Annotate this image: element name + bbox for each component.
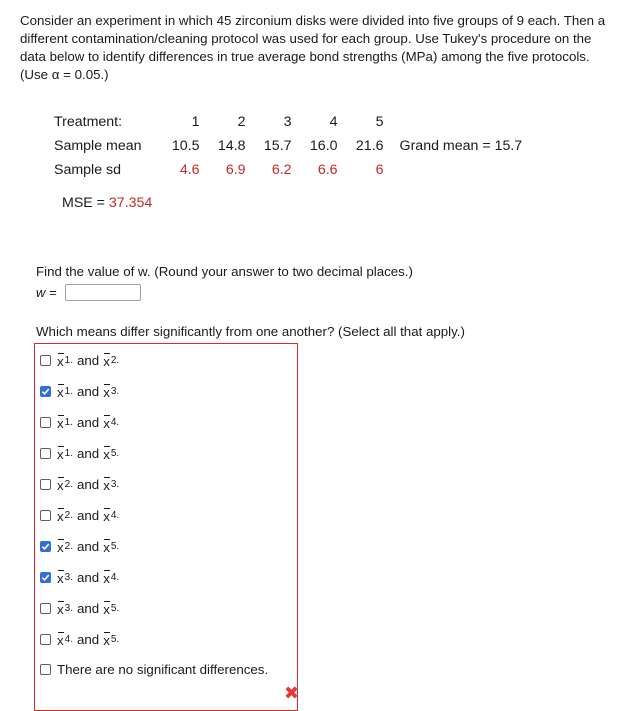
and-text: and — [77, 600, 100, 616]
option-x3-x4[interactable] — [40, 565, 119, 589]
checkbox[interactable] — [40, 510, 51, 521]
sd-cell: 6.6 — [317, 162, 338, 178]
x-bar-symbol: x — [103, 630, 110, 648]
subscript: 5. — [110, 633, 120, 645]
checkbox[interactable] — [40, 417, 51, 428]
checkbox[interactable] — [40, 448, 51, 459]
sd-cell: 6.2 — [271, 162, 292, 178]
and-text: and — [77, 507, 100, 523]
subscript: 2. — [64, 509, 73, 521]
subscript: 1. — [64, 354, 73, 366]
options-box — [34, 343, 298, 711]
which-prompt: Which means differ significantly from one another? (Select all that apply.) — [36, 324, 465, 339]
x-bar-symbol: x — [103, 599, 110, 617]
and-text: and — [77, 476, 100, 492]
question-intro: Consider an experiment in which 45 zirconium disks were divided into five groups of 9 each. Then a different contamination/cleaning protocol was used for each group. Use Tukey's procedure on the data below to identify differences in true average bond strengths (MPa) among the five protocols. (Use α = 0.05.) — [20, 13, 606, 82]
subscript: 4. — [110, 416, 120, 428]
subscript: 5. — [110, 602, 120, 614]
treatment-label: Treatment: — [54, 114, 123, 130]
x-bar-symbol: x — [57, 382, 64, 400]
sd-cell: 4.6 — [179, 162, 200, 178]
treatment-cell: 1 — [191, 114, 200, 130]
checkbox[interactable] — [40, 664, 51, 675]
x-bar-symbol: x — [103, 568, 110, 586]
option-x2-x4[interactable] — [40, 503, 119, 527]
mean-cell: 15.7 — [263, 138, 292, 154]
option-x2-x3[interactable] — [40, 472, 119, 496]
x-bar-symbol: x — [57, 568, 64, 586]
x-bar-symbol: x — [103, 444, 110, 462]
sample-mean-row — [54, 134, 522, 158]
subscript: 2. — [64, 478, 73, 490]
subscript: 5. — [110, 447, 120, 459]
subscript: 3. — [64, 571, 73, 583]
data-table — [54, 110, 522, 182]
x-bar-symbol: x — [57, 537, 64, 555]
mse-line — [62, 195, 152, 211]
and-text: and — [77, 569, 100, 585]
checkbox[interactable] — [40, 634, 51, 645]
grand-mean: Grand mean = 15.7 — [399, 138, 523, 154]
subscript: 4. — [110, 571, 120, 583]
x-bar-symbol: x — [103, 537, 110, 555]
subscript: 5. — [110, 540, 120, 552]
w-answer-row — [36, 284, 141, 301]
checkbox[interactable] — [40, 603, 51, 614]
checkbox[interactable] — [40, 355, 51, 366]
sd-cell: 6.9 — [225, 162, 246, 178]
x-bar-symbol: x — [57, 475, 64, 493]
treatment-row — [54, 110, 522, 134]
option-x1-x2[interactable] — [40, 348, 119, 372]
option-x4-x5[interactable] — [40, 627, 119, 651]
subscript: 2. — [64, 540, 73, 552]
and-text: and — [77, 631, 100, 647]
sample-sd-label: Sample sd — [54, 162, 122, 178]
and-text: and — [77, 352, 100, 368]
x-bar-symbol: x — [57, 444, 64, 462]
treatment-cell: 5 — [375, 114, 384, 130]
subscript: 1. — [64, 416, 73, 428]
checkbox[interactable] — [40, 386, 51, 397]
sd-cell: 6 — [375, 162, 384, 178]
option-x1-x3[interactable] — [40, 379, 119, 403]
option-x1-x5[interactable] — [40, 441, 119, 465]
x-bar-symbol: x — [103, 351, 110, 369]
x-bar-symbol: x — [57, 630, 64, 648]
checkbox[interactable] — [40, 479, 51, 490]
option-x3-x5[interactable] — [40, 596, 119, 620]
subscript: 4. — [64, 633, 73, 645]
x-bar-symbol: x — [57, 351, 64, 369]
subscript: 2. — [110, 354, 120, 366]
no-differences-label: There are no significant differences. — [57, 661, 269, 677]
x-bar-symbol: x — [103, 413, 110, 431]
find-w-prompt: Find the value of w. (Round your answer to two decimal places.) — [36, 264, 413, 279]
mean-cell: 16.0 — [309, 138, 338, 154]
subscript: 3. — [110, 478, 120, 490]
sample-mean-label: Sample mean — [54, 138, 142, 154]
subscript: 3. — [64, 602, 73, 614]
mean-cell: 10.5 — [171, 138, 200, 154]
x-bar-symbol: x — [103, 506, 110, 524]
subscript: 1. — [64, 385, 73, 397]
subscript: 1. — [64, 447, 73, 459]
and-text: and — [77, 538, 100, 554]
and-text: and — [77, 383, 100, 399]
checkbox[interactable] — [40, 572, 51, 583]
mse-label: MSE = — [62, 195, 109, 211]
x-bar-symbol: x — [57, 413, 64, 431]
x-bar-symbol: x — [103, 382, 110, 400]
x-bar-symbol: x — [57, 599, 64, 617]
subscript: 4. — [110, 509, 120, 521]
treatment-cell: 4 — [329, 114, 338, 130]
sample-sd-row — [54, 158, 522, 182]
mean-cell: 14.8 — [217, 138, 246, 154]
option-x2-x5[interactable] — [40, 534, 119, 558]
incorrect-x-icon: ✖ — [284, 683, 300, 703]
and-text: and — [77, 445, 100, 461]
checkbox[interactable] — [40, 541, 51, 552]
treatment-cell: 2 — [237, 114, 246, 130]
and-text: and — [77, 414, 100, 430]
treatment-cell: 3 — [283, 114, 292, 130]
subscript: 3. — [110, 385, 120, 397]
w-input[interactable] — [65, 284, 141, 301]
w-label: w = — [36, 285, 57, 300]
mean-cell: 21.6 — [355, 138, 384, 154]
x-bar-symbol: x — [103, 475, 110, 493]
x-bar-symbol: x — [57, 506, 64, 524]
option-x1-x4[interactable] — [40, 410, 119, 434]
option-no-differences[interactable] — [40, 657, 268, 681]
mse-value: 37.354 — [108, 195, 153, 211]
